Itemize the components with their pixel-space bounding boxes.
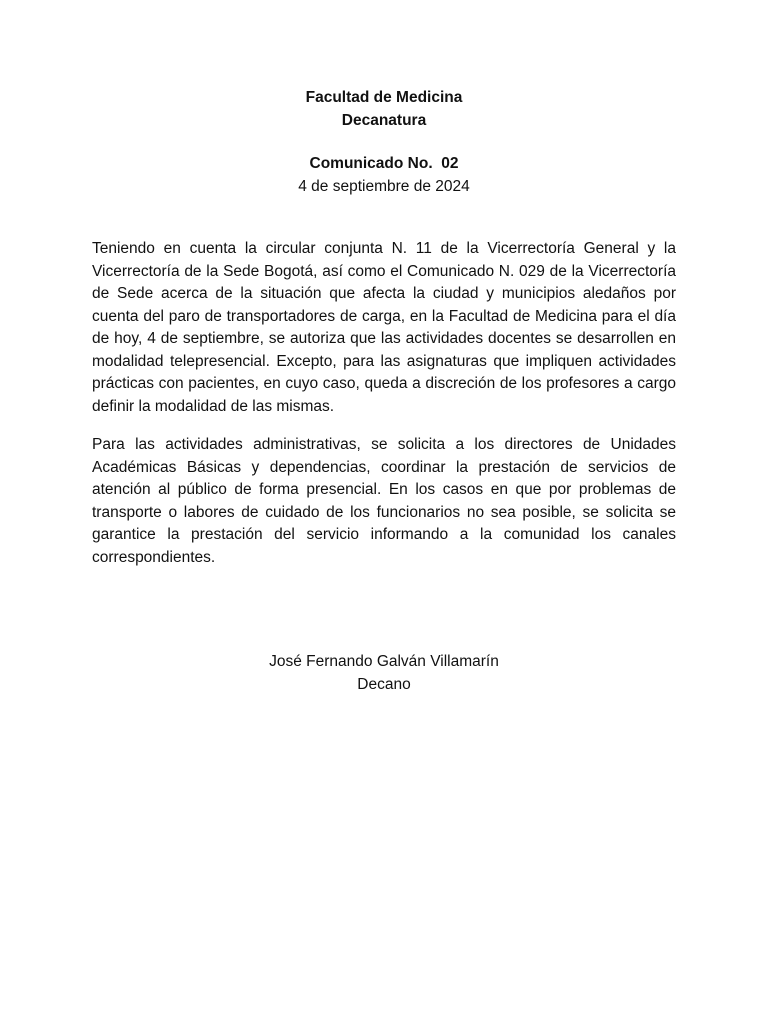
office-name: Decanatura bbox=[341, 112, 427, 129]
body-paragraph-2: Para las actividades administrativas, se solicita a los directores de Unidades Académicas Básicas y dependencias, coordinar la prestación de servicios de atención al público de forma presencial. En los casos en que por problemas de transporte o labores de cuidado de los funcionarios no sea posible, se solicita se garantice la prestación del servicio informando a la comunidad los canales correspondientes. bbox=[92, 436, 676, 566]
body-paragraph-1: Teniendo en cuenta la circular conjunta N. 11 de la Vicerrectoría General y la Vicerrectoría de la Sede Bogotá, así como el Comunicado N. 029 de la Vicerrectoría de Sede acerca de la situación que afecta la ciudad y municipios aledaños por cuenta del paro de transportadores de carga, en la Facultad de Medicina para el día de hoy, 4 de septiembre, se autoriza que las actividades docentes se desarrollen en modalidad telepresencial. Excepto, para las asignaturas que impliquen actividades prácticas con pacientes, en cuyo caso, queda a discreción de los profesores a cargo definir la modalidad de las mismas. bbox=[92, 240, 676, 415]
communique-number: Comunicado No. 02 bbox=[309, 155, 459, 172]
faculty-name: Facultad de Medicina bbox=[305, 89, 463, 106]
signatory-title: Decano bbox=[357, 676, 411, 693]
document-header bbox=[0, 86, 768, 132]
communique-date: 4 de septiembre de 2024 bbox=[298, 178, 470, 195]
signature-block bbox=[0, 650, 768, 696]
communique-block bbox=[0, 152, 768, 198]
signatory-name: José Fernando Galván Villamarín bbox=[269, 653, 499, 670]
